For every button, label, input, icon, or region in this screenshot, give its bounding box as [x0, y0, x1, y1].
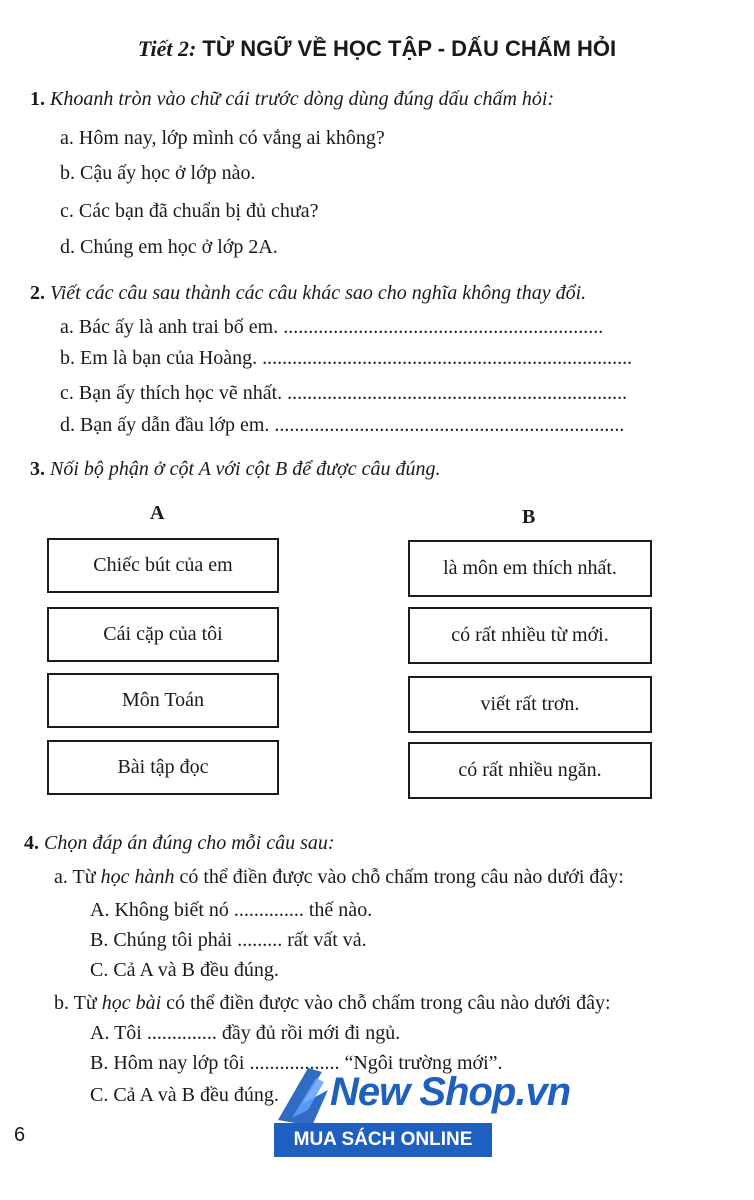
- column-b-box[interactable]: có rất nhiều ngăn.: [408, 742, 652, 799]
- column-b-label: B: [522, 506, 536, 528]
- q4b-option-c[interactable]: C. Cả A và B đều đúng.: [90, 1084, 279, 1106]
- q4a-option-b[interactable]: B. Chúng tôi phải ......... rất vất vả.: [90, 929, 367, 951]
- column-a-box[interactable]: Môn Toán: [47, 673, 279, 728]
- q4a-question: a. Từ học hành có thể điền được vào chỗ chấm trong câu nào dưới đây:: [54, 866, 624, 888]
- answer-line[interactable]: ................................................................: [283, 316, 604, 338]
- q2-item-d: d. Bạn ấy dẫn đầu lớp em. ......................................................................: [60, 414, 625, 436]
- answer-line[interactable]: ..........................................................................: [262, 347, 633, 369]
- highlight-word: học hành: [100, 866, 175, 888]
- column-b-box[interactable]: là môn em thích nhất.: [408, 540, 652, 597]
- q4b-option-b[interactable]: B. Hôm nay lớp tôi .................. “Ngôi trường mới”.: [90, 1052, 503, 1074]
- q1-prompt: 1. Khoanh tròn vào chữ cái trước dòng dùng đúng dấu chấm hỏi:: [30, 88, 555, 110]
- q1-option-d[interactable]: d. Chúng em học ở lớp 2A.: [60, 236, 278, 258]
- page-number: 6: [14, 1124, 26, 1146]
- q2-item-c: c. Bạn ấy thích học vẽ nhất. ....................................................................: [60, 382, 628, 404]
- column-b-box[interactable]: có rất nhiều từ mới.: [408, 607, 652, 664]
- column-a-box[interactable]: Cái cặp của tôi: [47, 607, 279, 662]
- column-a-box[interactable]: Chiếc bút của em: [47, 538, 279, 593]
- q3-prompt: 3. Nối bộ phận ở cột A với cột B để được câu đúng.: [30, 458, 441, 480]
- column-a-box[interactable]: Bài tập đọc: [47, 740, 279, 795]
- lesson-label: Tiết 2:: [137, 36, 197, 61]
- logo-brand: New Shop.vn: [330, 1070, 571, 1114]
- answer-line[interactable]: ....................................................................: [287, 382, 628, 404]
- shop-logo: [268, 1060, 571, 1190]
- q4b-option-a[interactable]: A. Tôi .............. đầy đủ rồi mới đi ngủ.: [90, 1022, 401, 1044]
- q2-item-a: a. Bác ấy là anh trai bố em. ................................................................: [60, 316, 604, 338]
- q1-option-c[interactable]: c. Các bạn đã chuẩn bị đủ chưa?: [60, 200, 319, 222]
- q4-prompt: 4. Chọn đáp án đúng cho mỗi câu sau:: [24, 832, 335, 854]
- logo-tagline: MUA SÁCH ONLINE: [274, 1123, 492, 1157]
- highlight-word: học bài: [101, 992, 162, 1014]
- q1-option-a[interactable]: a. Hôm nay, lớp mình có vắng ai không?: [60, 127, 385, 149]
- q4a-option-a[interactable]: A. Không biết nó .............. thế nào.: [90, 899, 373, 921]
- q2-prompt: 2. Viết các câu sau thành các câu khác sao cho nghĩa không thay đổi.: [30, 282, 587, 304]
- column-b-box[interactable]: viết rất trơn.: [408, 676, 652, 733]
- q4a-option-c[interactable]: C. Cả A và B đều đúng.: [90, 959, 279, 981]
- lesson-title: TỪ NGỮ VỀ HỌC TẬP - DẤU CHẤM HỎI: [202, 36, 617, 61]
- page-title: [0, 36, 754, 62]
- q2-item-b: b. Em là bạn của Hoàng. ..........................................................................: [60, 347, 633, 369]
- answer-line[interactable]: ......................................................................: [274, 414, 625, 436]
- column-a-label: A: [150, 502, 165, 524]
- q4b-question: b. Từ học bài có thể điền được vào chỗ chấm trong câu nào dưới đây:: [54, 992, 611, 1014]
- q1-option-b[interactable]: b. Cậu ấy học ở lớp nào.: [60, 162, 256, 184]
